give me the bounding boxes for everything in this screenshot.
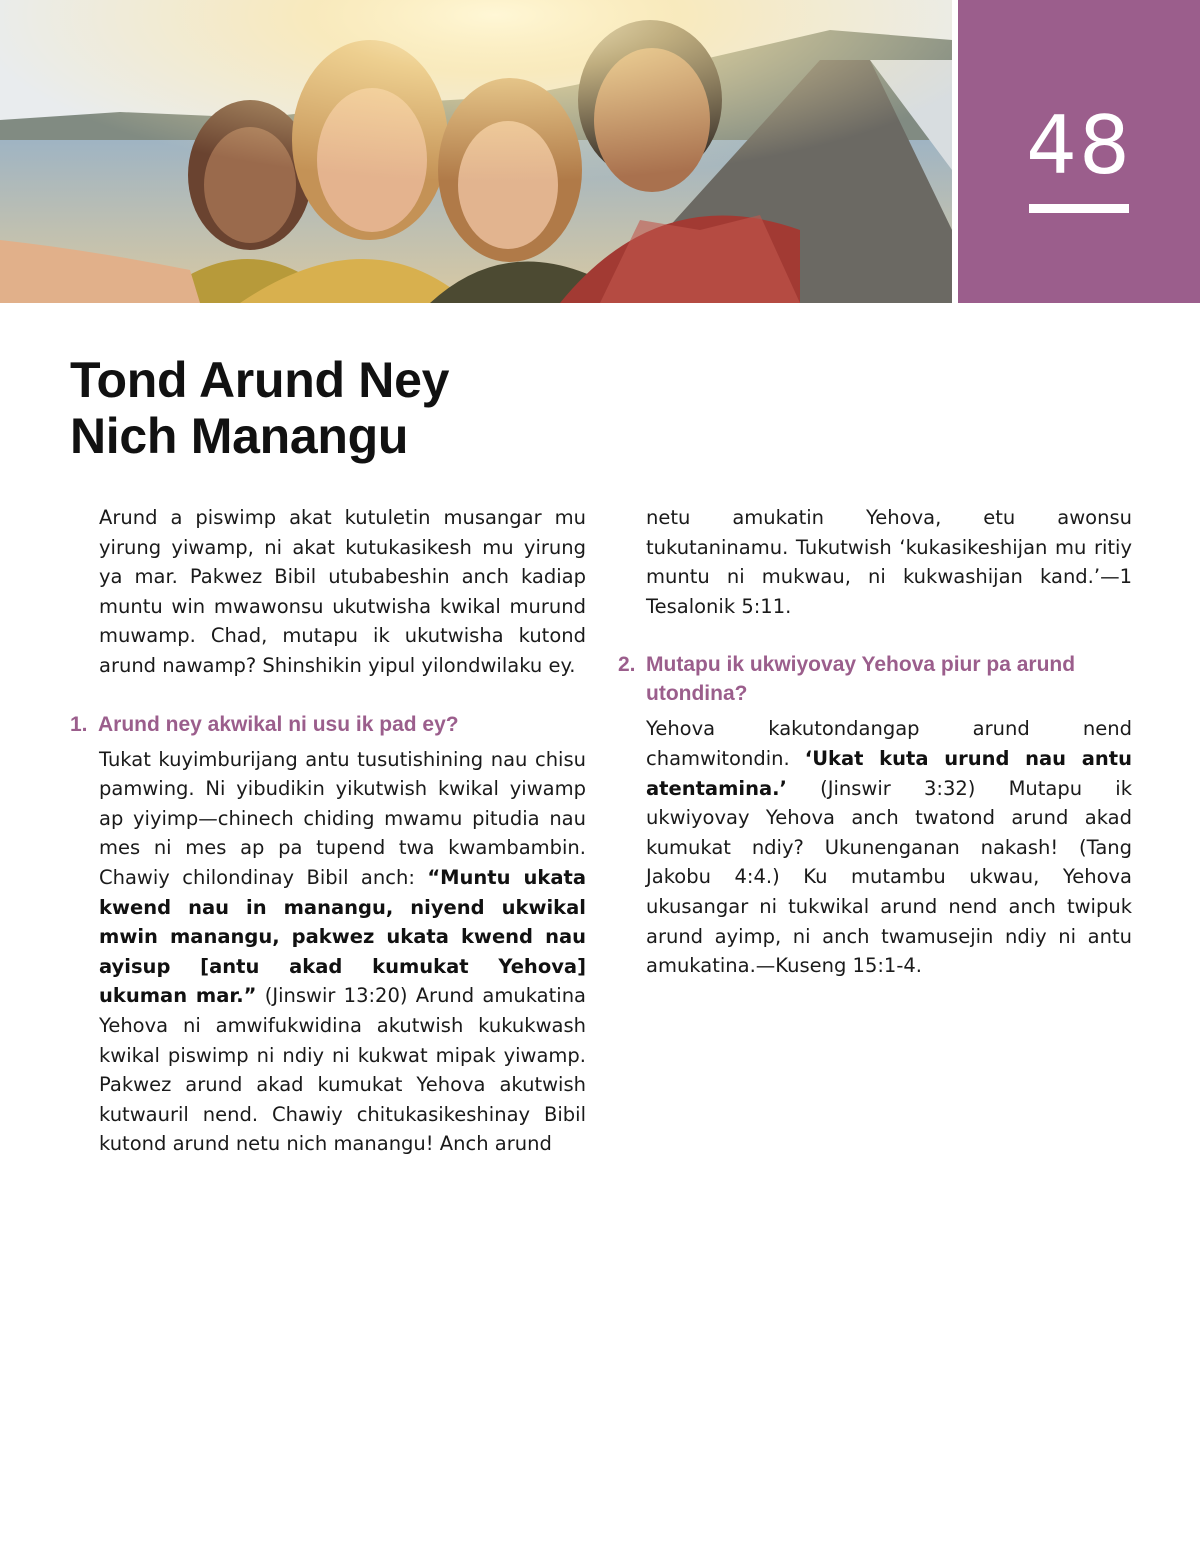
intro-paragraph: Arund a piswimp akat kutuletin musangar mu yirung yiwamp, ni akat kutukasikesh mu yirung ya mar. Pakwez Bibil utubabeshin anch kadiap muntu win mwawonsu ukutwisha kwikal murund muwamp. Chad, mutapu ik ukutwisha kutond arund nawamp? Shinshikin yipul yilondwilaku ey.: [99, 506, 586, 677]
question-2-paragraph: [618, 714, 1132, 980]
question-1-paragraph: [70, 745, 586, 1159]
question-1-quote: “Muntu ukata kwend nau in manangu, niyend ukwikal mwin manangu, pakwez ukata kwend nau ayisup [antu akad kumukat Yehova] ukuman mar.”: [99, 865, 586, 1008]
page-title-line-2: Nich Manangu: [70, 408, 409, 464]
question-2-text-a: Yehova kakutondangap arund nend chamwitondin.: [646, 717, 1132, 770]
question-2-quote: ‘Ukat kuta urund nau antu atentamina.’: [646, 746, 1132, 800]
page-title-line-1: Tond Arund Ney: [70, 352, 450, 408]
page-title: [70, 352, 630, 464]
lesson-number: 48: [1026, 99, 1132, 192]
question-2-number: 2.: [618, 653, 636, 677]
question-2-text-b: (Jinswir 3:32) Mutapu ik ukwiyovay Yehova anch twatond arund akad kumukat ndiy? Ukunenganan nakash! (Tang Jakobu 4:4.) Ku mutambu ukwau, Yehova ukusangar ni tukwikal arund nend anch twipuk arund ayimp, ni anch twamusejin ndiy ni antu amukatina.—Kuseng 15:1-4.: [646, 776, 1132, 978]
question-1-number: 1.: [70, 712, 88, 736]
lesson-number-panel: [958, 0, 1200, 303]
question-1-text: Arund ney akwikal ni usu ik pad ey?: [98, 712, 459, 736]
question-2-text: Mutapu ik ukwiyovay Yehova piur pa arund utondina?: [646, 653, 1076, 706]
question-1-text-a: Tukat kuyimburijang antu tusutishining nau chisu pamwing. Ni yibudikin yikutwish kwikal yiwamp ap yiyimp—chinech chiding mwamu pitudia nau mes ni mes ap pa tupend twa kwambambin. Chawiy chilondinay Bibil anch:: [99, 747, 586, 889]
question-1-continuation: netu amukatin Yehova, etu awonsu tukutaninamu. Tukutwish ‘kukasikeshijan mu ritiy muntu ni mukwau, ni kukwashijan kand.’—1 Tesalonik 5:11.: [646, 506, 1132, 618]
lesson-number-underline: [1029, 204, 1129, 213]
question-1-text-b: (Jinswir 13:20) Arund amukatina Yehova ni amwifukwidina akutwish kukukwash kwikal piswimp ni ndiy ni kukwat mipak yiwamp. Pakwez arund akad kumukat Yehova akutwish kutwauril nend. Chawiy chitukasikeshinay Bibil kutond arund netu nich manangu! Anch arund: [99, 984, 586, 1156]
hero-photo: [0, 0, 952, 303]
left-column: [70, 503, 586, 1159]
right-column: [618, 503, 1132, 981]
question-2-heading: [618, 650, 1132, 708]
hero-illustration: [0, 0, 952, 303]
question-1-heading: [70, 710, 586, 739]
